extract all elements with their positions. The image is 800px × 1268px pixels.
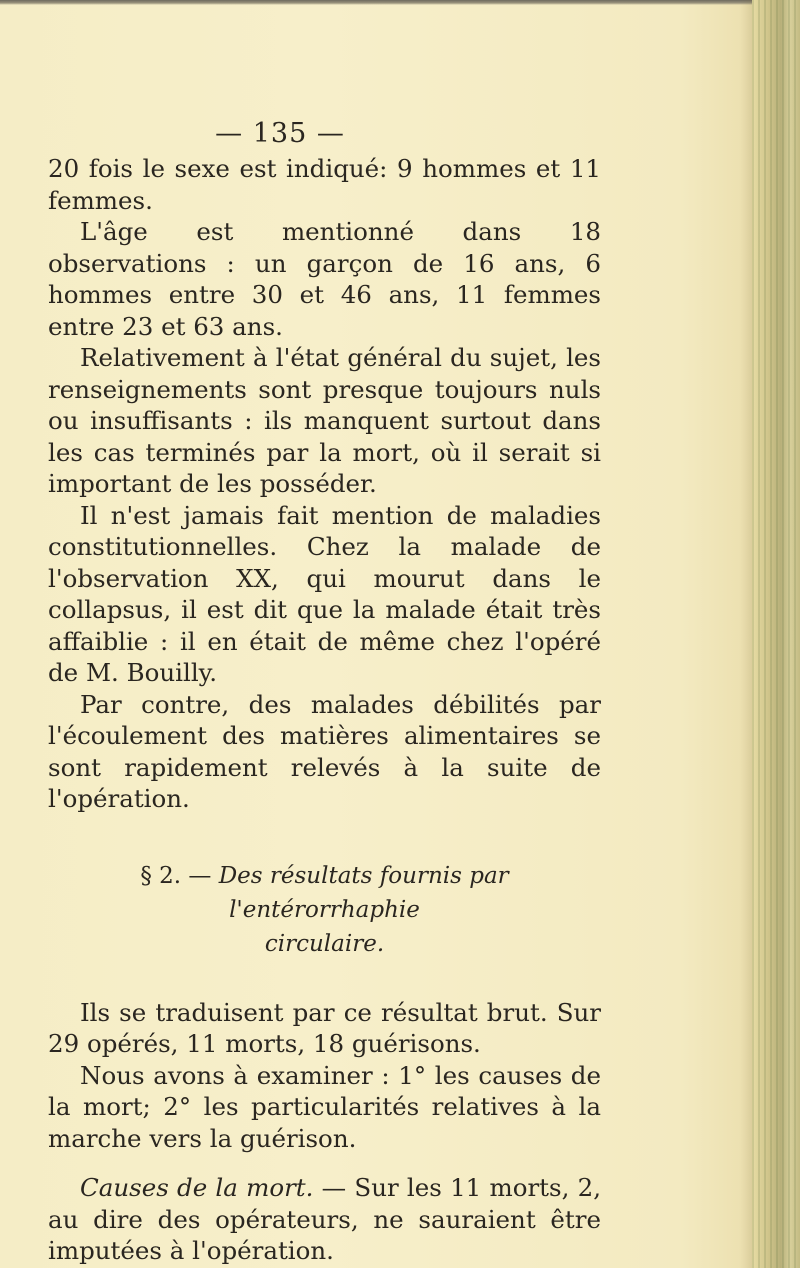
causes-label: Causes de la mort.	[80, 1173, 314, 1202]
section-title-line1: Des résultats fournis par l'entérorrhaphie	[218, 862, 509, 923]
body-text	[48, 153, 601, 1267]
paragraph-results: Ils se traduisent par ce résultat brut. Sur 29 opérés, 11 morts, 18 guérisons.	[48, 997, 601, 1058]
paragraph-general-state: Relativement à l'état général du sujet, les renseignements sont presque toujours nuls ou insuffisants : ils manquent surtout dans les cas terminés par la mort, où il serait si important de les posséder.	[48, 343, 601, 498]
paragraph-debilitated: Par contre, des malades débilités par l'écoulement des matières alimentaires se sont rapidement relevés à la suite de l'opération.	[48, 689, 601, 813]
book-binding-edge	[752, 0, 800, 1268]
paragraph-examine: Nous avons à examiner : 1° les causes de la mort; 2° les particularités relatives à la marche vers la guérison.	[48, 1060, 601, 1153]
section-number: § 2.	[140, 862, 182, 889]
paragraph-sex: 20 fois le sexe est indiqué: 9 hommes et 11 femmes.	[48, 154, 601, 215]
paragraph-constitutional: Il n'est jamais fait mention de maladies constitutionnelles. Chez la malade de l'observation XX, qui mourut dans le collapsus, il est dit que la malade était très affaiblie : il en était de même chez l'opéré de M. Bouilly.	[48, 500, 601, 687]
causes-text: — Sur les 11 morts, 2, au dire des opérateurs, ne sauraient être imputées à l'opération.	[48, 1173, 601, 1265]
page-number: — 135 —	[215, 118, 345, 149]
paragraph-age: L'âge est mentionné dans 18 observations : un garçon de 16 ans, 6 hommes entre 30 et 46 ans, 11 femmes entre 23 et 63 ans.	[48, 217, 601, 341]
paragraph-causes	[48, 1172, 601, 1267]
section-heading	[48, 859, 601, 961]
page-top-edge	[0, 0, 760, 5]
section-dash: —	[188, 862, 212, 889]
section-title-line2: circulaire.	[264, 930, 385, 957]
